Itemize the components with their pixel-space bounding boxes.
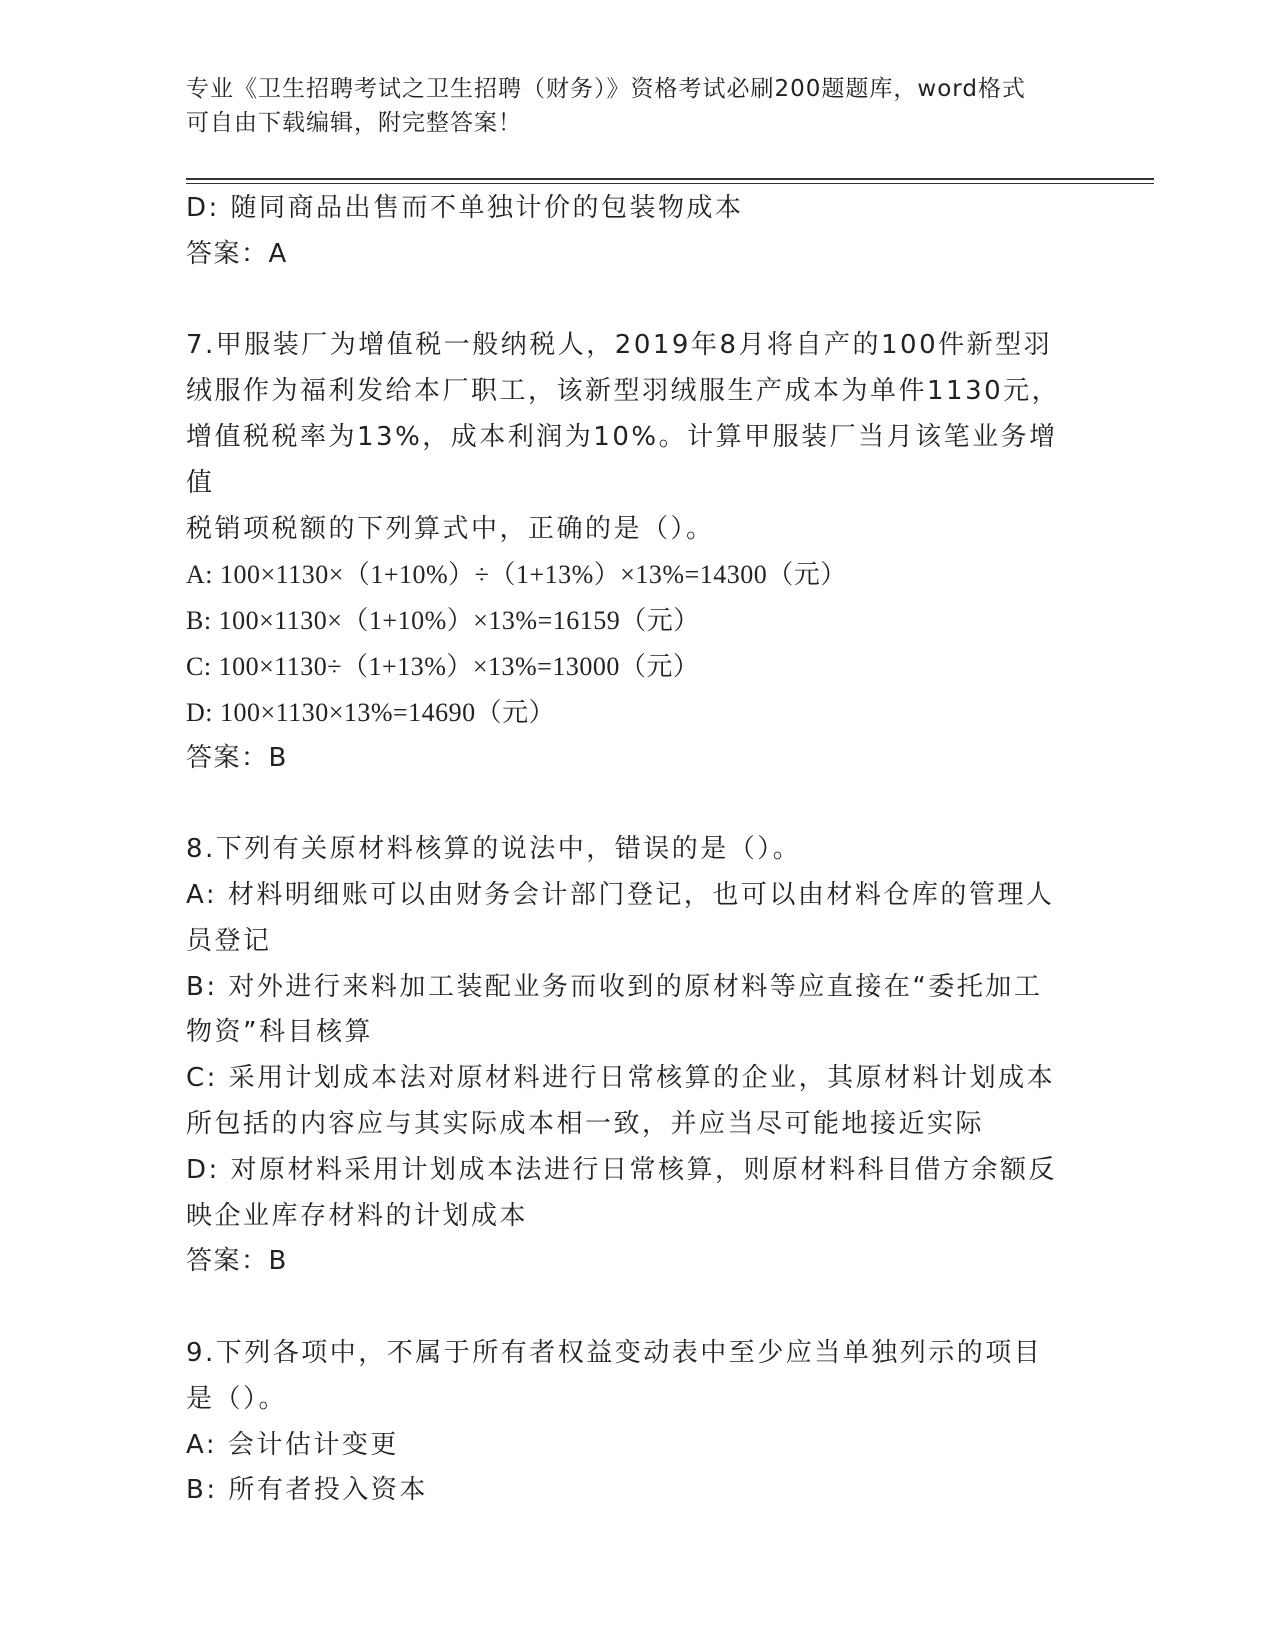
q8-option-b-line-2: 物资”科目核算 [186,1017,373,1048]
q7-stem-line-4: 税销项税额的下列算式中，正确的是（）。 [186,513,715,544]
question-8 [186,827,1086,1285]
header-divider-thin [186,183,1154,184]
q8-option-d-line-2: 映企业库存材料的计划成本 [186,1200,529,1231]
q7-option-b: B: 100×1130×（1+10%）×13%=16159（元） [186,606,700,636]
header-title-line-1: 专业《卫生招聘考试之卫生招聘（财务）》资格考试必刷200题题库，word格式 [186,76,1026,102]
q9-option-a: A: 会计估计变更 [186,1429,399,1460]
q7-stem-line-3: 增值税税率为13%，成本利润为10%。计算甲服装厂当月该笔业务增值 [186,421,1058,498]
question-content [186,186,1086,1514]
q6-option-d: D: 随同商品出售而不单独计价的包装物成本 [186,193,744,223]
q9-stem-line-2: 是（）。 [186,1383,288,1414]
q9-option-b: B: 所有者投入资本 [186,1475,428,1506]
question-6-fragment [186,186,1086,278]
q8-option-a-line-1: A: 材料明细账可以由财务会计部门登记，也可以由材料仓库的管理人 [186,879,1055,910]
spacer [186,278,1086,324]
spacer [186,781,1086,827]
question-9 [186,1331,1086,1514]
q8-option-c-line-2: 所包括的内容应与其实际成本相一致，并应当尽可能地接近实际 [186,1108,985,1139]
q8-option-c-line-1: C: 采用计划成本法对原材料进行日常核算的企业，其原材料计划成本 [186,1063,1056,1094]
q8-answer: 答案：B [186,1246,288,1277]
q8-option-a-line-2: 员登记 [186,925,272,956]
q9-stem-line-1: 9.下列各项中，不属于所有者权益变动表中至少应当单独列示的项目 [186,1337,1043,1368]
q8-option-b-line-1: B: 对外进行来料加工装配业务而收到的原材料等应直接在“委托加工 [186,971,1043,1002]
q8-stem: 8.下列有关原材料核算的说法中，错误的是（）。 [186,834,802,865]
q7-stem-line-1: 7.甲服装厂为增值税一般纳税人，2019年8月将自产的100件新型羽 [186,330,1053,361]
q7-option-d: D: 100×1130×13%=14690（元） [186,697,556,727]
q7-option-c: C: 100×1130÷（1+13%）×13%=13000（元） [186,651,700,681]
spacer [186,1285,1086,1331]
q8-option-d-line-1: D: 对原材料采用计划成本法进行日常核算，则原材料科目借方余额反 [186,1154,1058,1185]
q7-option-a: A: 100×1130×（1+10%）÷（1+13%）×13%=14300（元） [186,560,847,590]
header-title-line-2: 可自由下载编辑，附完整答案！ [186,110,522,136]
q7-answer: 答案：B [186,742,288,773]
question-7 [186,323,1086,781]
header-divider-thick [186,178,1154,180]
q6-answer: 答案：A [186,238,288,269]
q7-stem-line-2: 绒服作为福利发给本厂职工，该新型羽绒服生产成本为单件1130元， [186,376,1061,407]
document-header [186,72,1086,140]
